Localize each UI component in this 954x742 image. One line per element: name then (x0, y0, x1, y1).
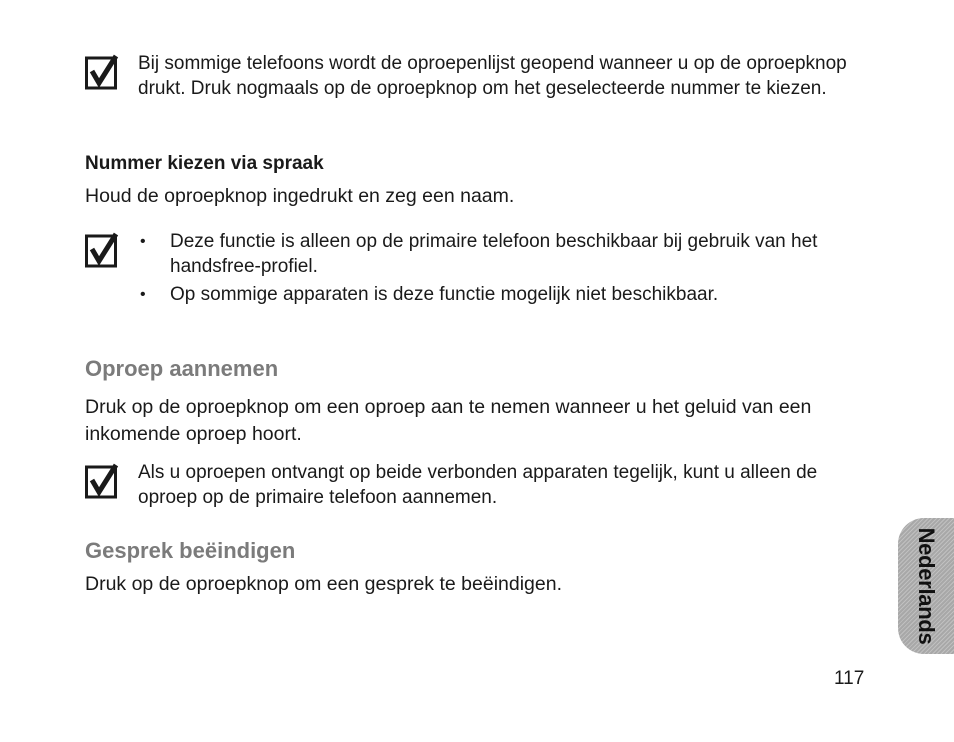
note-checkmark-icon (85, 54, 119, 90)
list-item: • Deze functie is alleen op de primaire telefoon beschikbaar bij gebruik van het handsfree-profiel. (138, 230, 873, 279)
page-number: 117 (834, 668, 865, 689)
answer-call-title: Oproep aannemen (85, 356, 279, 381)
note-checkmark-icon (85, 463, 119, 499)
voice-dial-notes (138, 230, 873, 308)
note-call-list: Bij sommige telefoons wordt de oproepenlijst geopend wanneer u op de oproepknop drukt. Druk nogmaals op de oproepknop om het geselecteerde nummer te kiezen. (138, 53, 847, 99)
language-tab-label: Nederlands (914, 527, 939, 645)
note-dual-devices: Als u oproepen ontvangt op beide verbonden apparaten tegelijk, kunt u alleen de oproep op de primaire telefoon aannemen. (138, 462, 818, 508)
end-call-instruction: Druk op de oproepknop om een gesprek te beëindigen. (85, 573, 562, 595)
list-item: • Op sommige apparaten is deze functie mogelijk niet beschikbaar. (138, 283, 873, 308)
end-call-title: Gesprek beëindigen (85, 538, 296, 563)
answer-call-instruction: Druk op de oproepknop om een oproep aan te nemen wanneer u het geluid van een inkomende oproep hoort. (85, 396, 812, 445)
voice-dial-instruction: Houd de oproepknop ingedrukt en zeg een naam. (85, 185, 515, 207)
voice-dial-heading: Nummer kiezen via spraak (85, 153, 324, 174)
note-checkmark-icon (85, 232, 119, 268)
